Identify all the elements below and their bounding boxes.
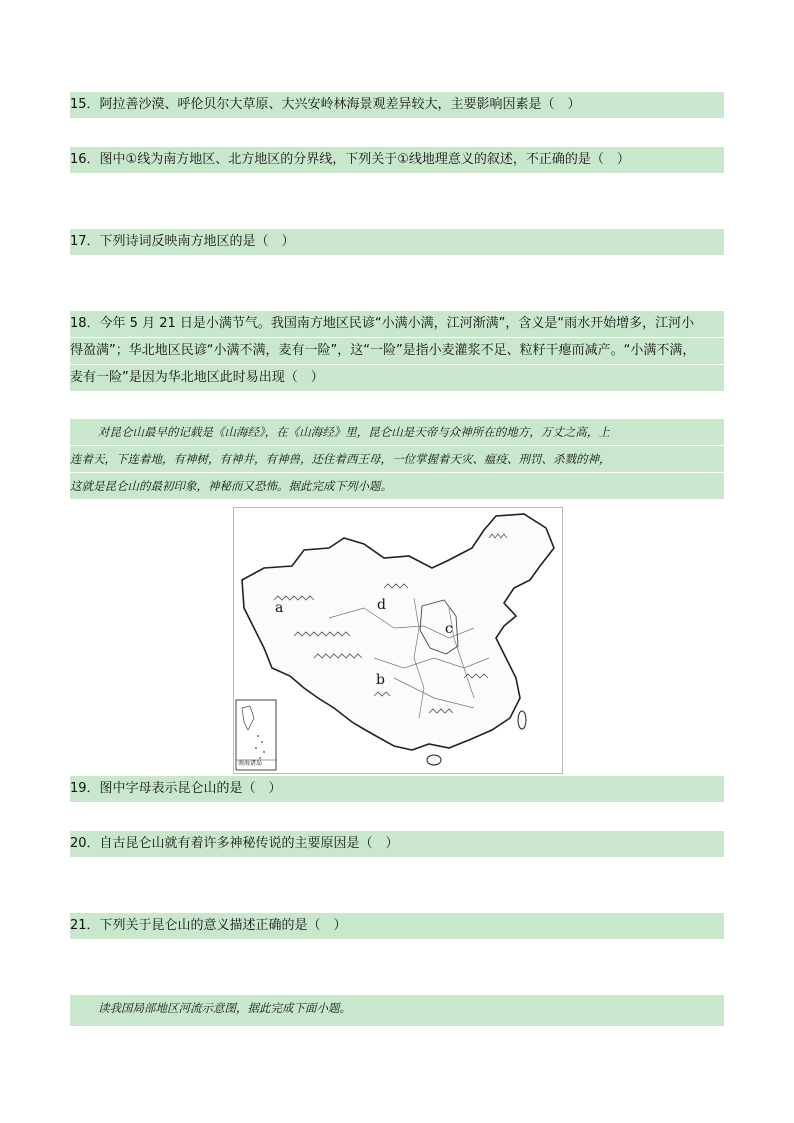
passage-line-2: 连着天，下连着地，有神树，有神井，有神兽，还住着西王母，一位掌握着天灾、瘟疫、刑罚、杀戮的神， [70, 446, 724, 472]
question-18-stem-line2: 得盈满”；华北地区民谚“小满不满，麦有一险”，这“一险”是指小麦灌浆不足、粒籽干瘪而减产。“小满不满， [70, 338, 724, 364]
china-map-figure [233, 507, 563, 774]
question-20-stem: 20．自古昆仑山就有着许多神秘传说的主要原因是（ ） [70, 831, 724, 857]
passage-line-1: 对昆仑山最早的记载是《山海经》，在《山海经》里，昆仑山是天帝与众神所在的地方，万丈之高，上 [70, 419, 724, 445]
question-15-stem: 15．阿拉善沙漠、呼伦贝尔大草原、大兴安岭林海景观差异较大，主要影响因素是（ ） [70, 92, 724, 118]
map-label-d: d [377, 597, 386, 613]
map-label-b: b [376, 672, 385, 688]
map-label-c: c [445, 621, 453, 637]
china-outline-map [234, 508, 562, 773]
question-18-stem-line1: 18．今年 5 月 21 日是小满节气。我国南方地区民谚“小满小满，江河渐满”，含义是“雨水开始增多，江河小 [70, 311, 724, 337]
question-16-stem: 16．图中①线为南方地区、北方地区的分界线，下列关于①线地理意义的叙述，不正确的是（ ） [70, 147, 724, 173]
question-17-stem: 17．下列诗词反映南方地区的是（ ） [70, 229, 724, 255]
map-label-a: a [275, 600, 284, 616]
passage-2: 读我国局部地区河流示意图，据此完成下面小题。 [70, 995, 724, 1026]
passage-line-3: 这就是昆仑山的最初印象，神秘而又恐怖。据此完成下列小题。 [70, 473, 724, 499]
question-21-stem: 21．下列关于昆仑山的意义描述正确的是（ ） [70, 913, 724, 939]
inset-label: 南海诸岛 [238, 760, 263, 767]
question-18-stem-line3: 麦有一险”是因为华北地区此时易出现（ ） [70, 365, 724, 391]
question-19-stem: 19．图中字母表示昆仑山的是（ ） [70, 776, 724, 802]
